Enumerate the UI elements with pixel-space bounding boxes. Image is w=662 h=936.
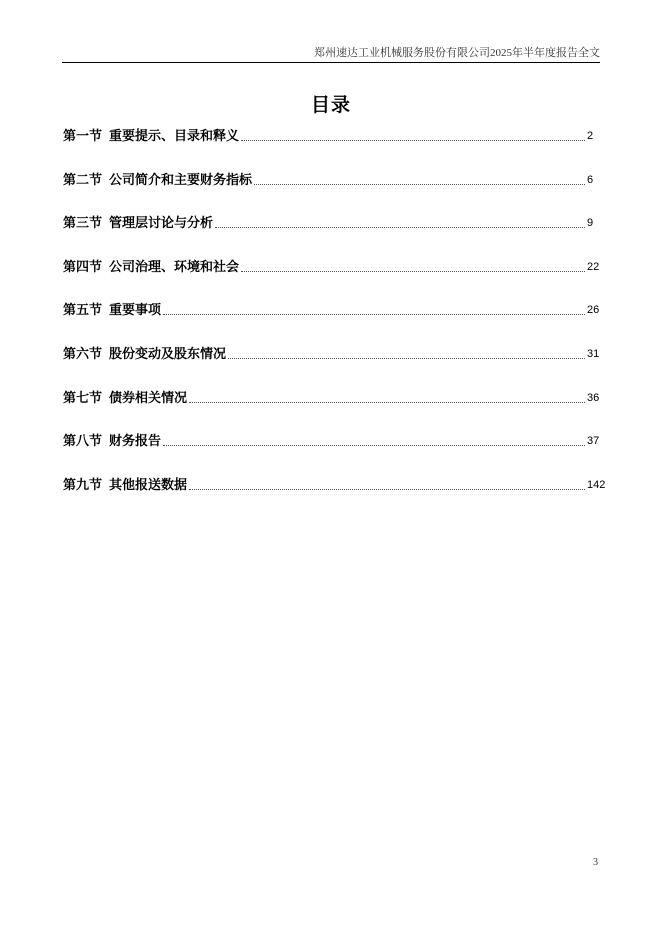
toc-list: [63, 126, 609, 518]
toc-page-number: 6: [587, 173, 594, 186]
toc-section-title: 其他报送数据: [109, 476, 188, 492]
running-header: 郑州速达工业机械服务股份有限公司2025年半年度报告全文: [314, 47, 600, 59]
toc-section-title: 财务报告: [109, 433, 162, 449]
toc-entry[interactable]: [63, 126, 609, 170]
toc-title: 目录: [310, 95, 351, 116]
toc-page-number: 31: [587, 347, 600, 360]
toc-entry[interactable]: [63, 431, 609, 475]
toc-section-number: 第三节: [63, 215, 103, 231]
toc-entry-label: [63, 431, 161, 451]
toc-entry-label: [63, 388, 187, 408]
toc-entry-label: [63, 344, 226, 364]
toc-dot-leader: [163, 300, 585, 315]
toc-dot-leader: [189, 388, 585, 403]
toc-entry-label: [63, 257, 239, 277]
toc-entry[interactable]: [63, 475, 609, 519]
toc-entry[interactable]: [63, 344, 609, 388]
toc-page-number: 142: [587, 478, 606, 491]
toc-page-number: 36: [587, 391, 600, 404]
toc-dot-leader: [189, 475, 585, 490]
toc-entry[interactable]: [63, 300, 609, 344]
toc-section-title: 重要提示、目录和释义: [109, 128, 240, 143]
toc-section-title: 债券相关情况: [109, 389, 188, 405]
toc-section-number: 第二节: [63, 171, 103, 187]
toc-section-number: 第四节: [63, 258, 103, 274]
toc-dot-leader: [241, 126, 585, 141]
toc-page-number: 37: [587, 435, 600, 448]
page-number: 3: [593, 857, 598, 868]
header-rule: [62, 62, 600, 63]
toc-section-title: 公司治理、环境和社会: [109, 258, 240, 274]
toc-page-number: 26: [587, 304, 600, 317]
toc-dot-leader: [228, 344, 585, 359]
toc-page-number: 9: [587, 217, 594, 230]
toc-dot-leader: [254, 170, 585, 185]
toc-dot-leader: [215, 213, 585, 228]
toc-dot-leader: [163, 431, 585, 446]
toc-entry-label: [63, 170, 252, 190]
toc-section-title: 管理层讨论与分析: [109, 215, 214, 231]
toc-section-number: 第一节: [63, 128, 103, 143]
toc-section-number: 第七节: [63, 389, 103, 405]
toc-entry-label: [63, 126, 239, 146]
toc-page-number: 22: [587, 260, 600, 273]
toc-section-number: 第五节: [63, 302, 103, 318]
toc-dot-leader: [241, 257, 585, 272]
toc-section-number: 第六节: [63, 345, 103, 361]
toc-section-number: 第九节: [63, 476, 103, 492]
toc-entry[interactable]: [63, 170, 609, 214]
toc-entry-label: [63, 213, 213, 233]
toc-section-number: 第八节: [63, 433, 103, 449]
toc-page-number: 2: [587, 130, 594, 142]
toc-entry[interactable]: [63, 257, 609, 301]
toc-entry-label: [63, 475, 187, 495]
toc-section-title: 重要事项: [109, 302, 162, 318]
toc-entry[interactable]: [63, 213, 609, 257]
toc-entry-label: [63, 300, 161, 320]
toc-entry[interactable]: [63, 388, 609, 432]
toc-section-title: 公司简介和主要财务指标: [109, 171, 253, 187]
toc-section-title: 股份变动及股东情况: [109, 345, 227, 361]
